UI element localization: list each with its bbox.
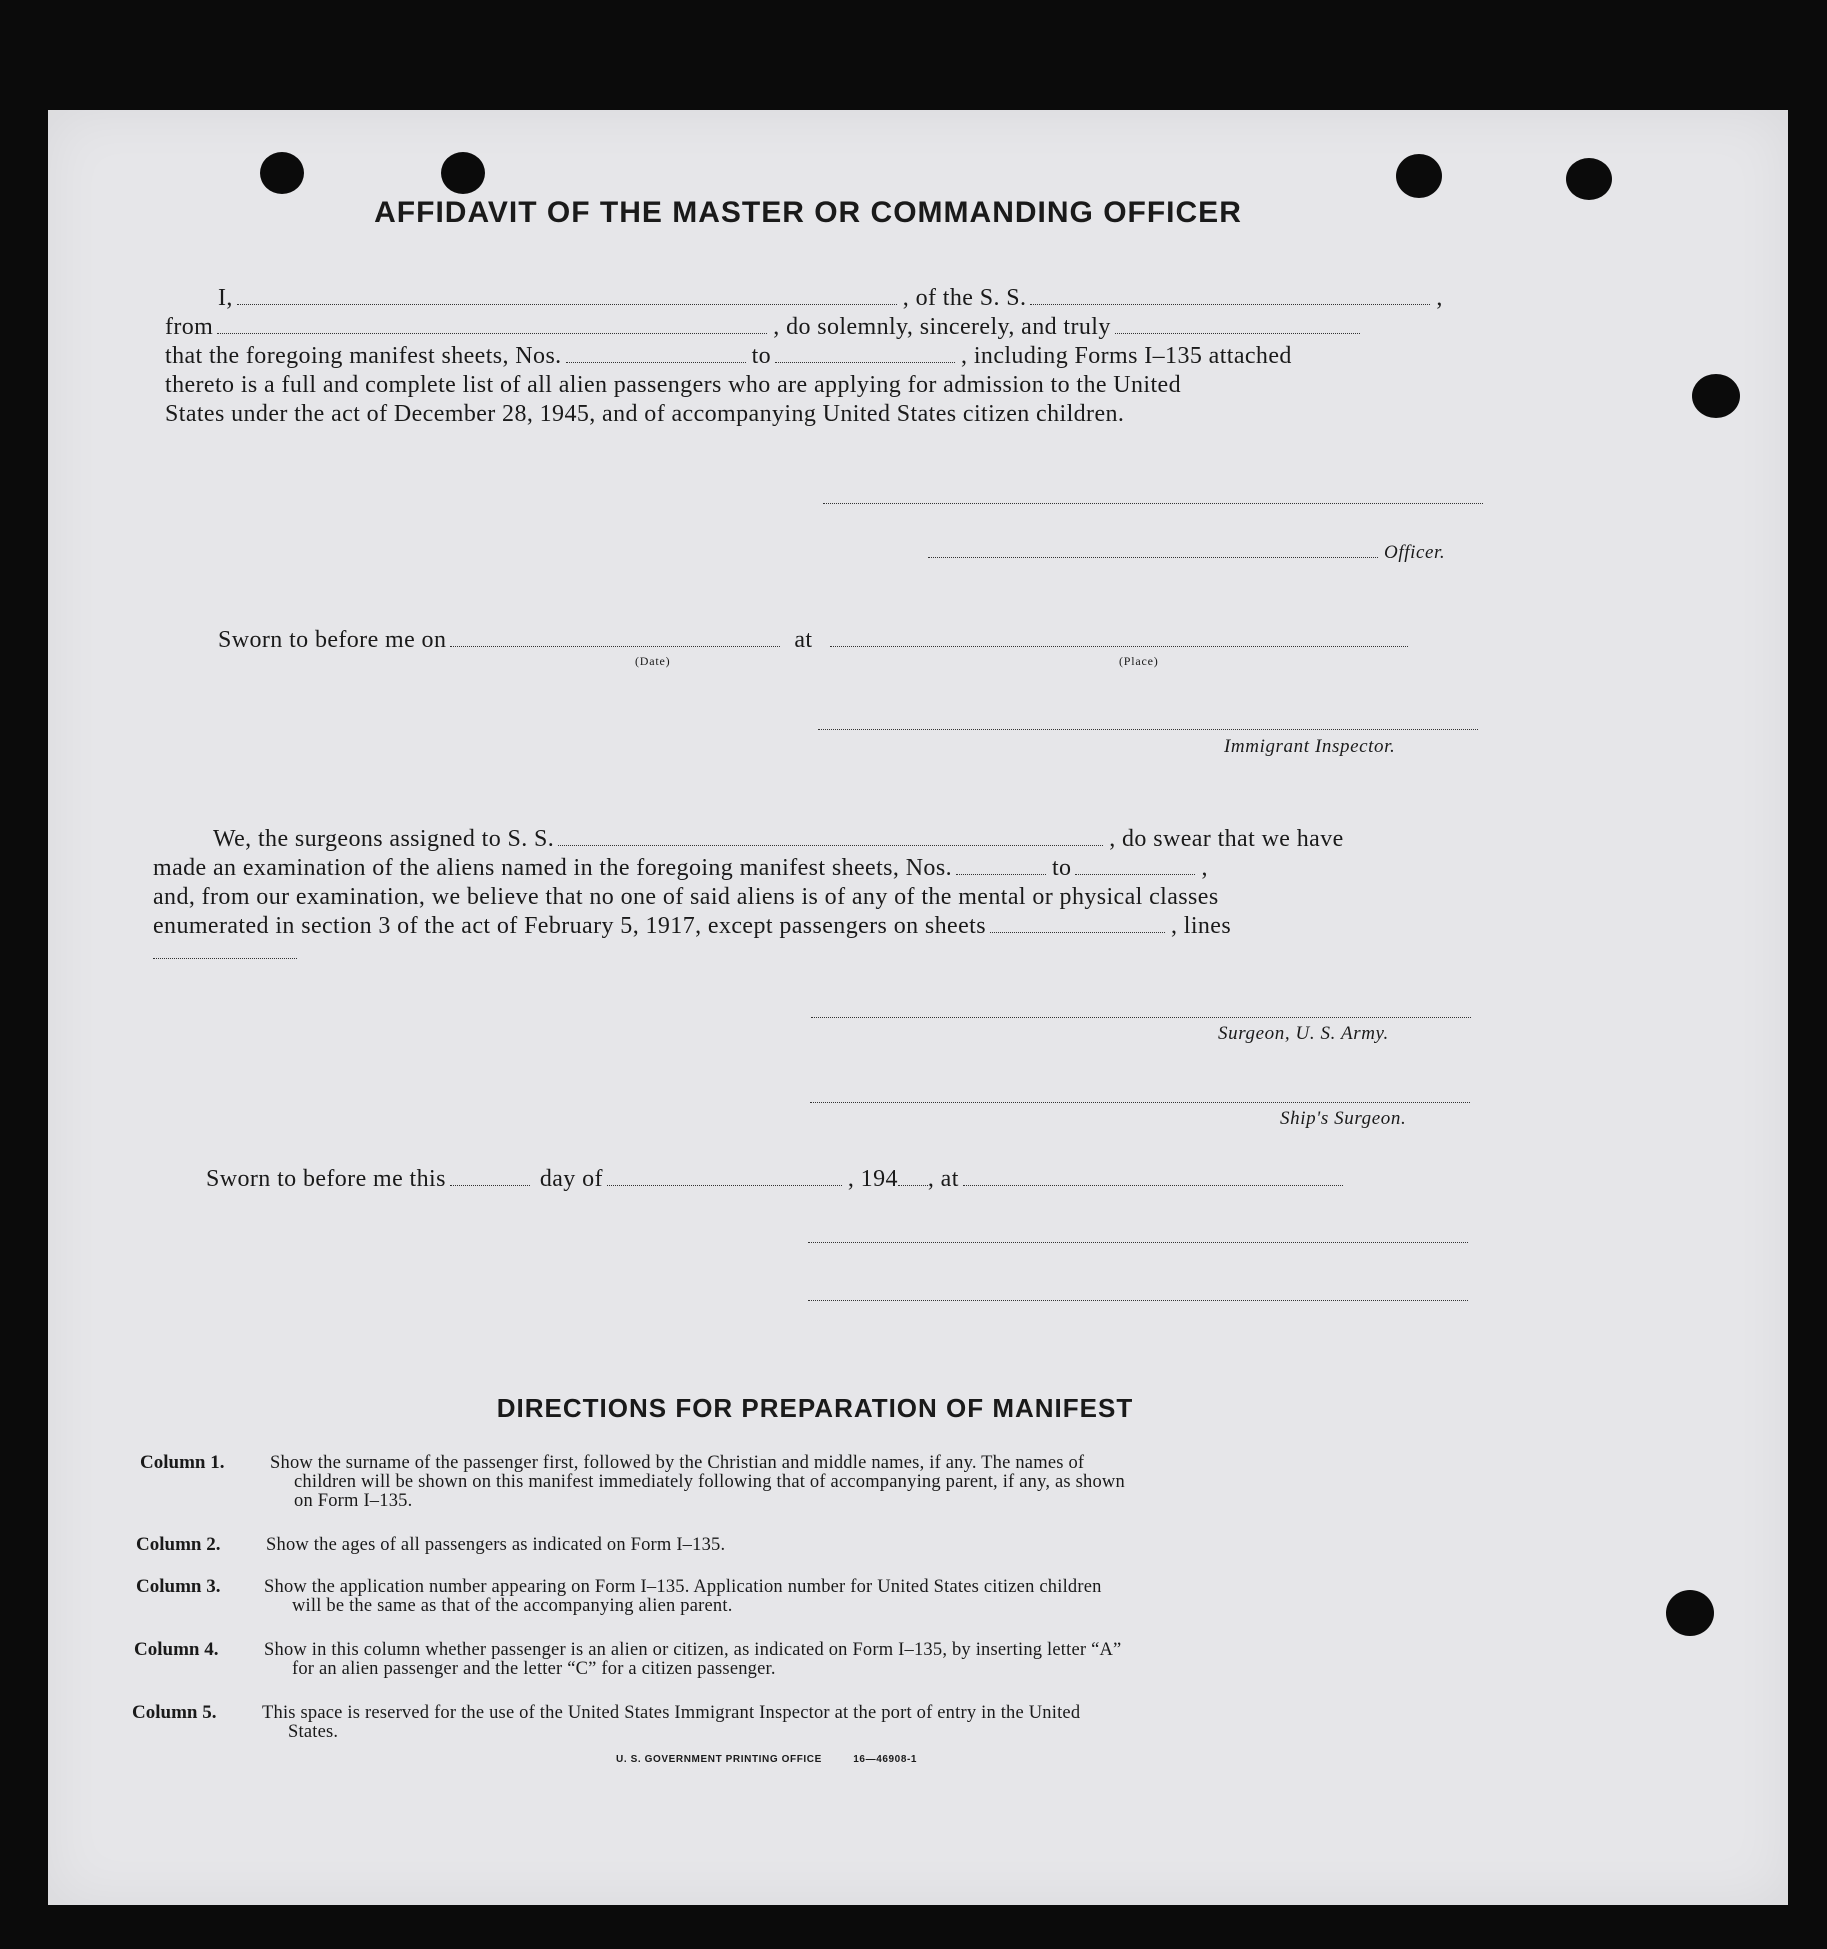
- ship-name-field[interactable]: [1030, 303, 1430, 305]
- affidavit-line-3: [165, 343, 1292, 370]
- sworn-at-field[interactable]: [963, 1184, 1343, 1186]
- punch-hole: [1566, 158, 1612, 200]
- direction-text-line: children will be shown on this manifest immediately following that of accompanying parent, if any, as shown: [294, 1472, 1125, 1492]
- inspector-caption: Immigrant Inspector.: [1224, 736, 1396, 757]
- punch-hole: [1666, 1590, 1714, 1636]
- affidavit-line-5: States under the act of December 28, 1945, and of accompanying United States citizen children.: [165, 401, 1125, 427]
- form-code: 16—46908-1: [853, 1754, 918, 1765]
- surgeons-text: enumerated in section 3 of the act of February 5, 1917, except passengers on sheets: [153, 913, 986, 939]
- form-page: [48, 110, 1788, 1905]
- surgeons-line-3: and, from our examination, we believe that no one of said aliens is of any of the mental or physical classes: [153, 884, 1219, 910]
- affidavit-text: ,: [1436, 285, 1443, 311]
- direction-column-1-text: [270, 1454, 1125, 1511]
- affidavit-text: , including Forms I–135 attached: [961, 343, 1292, 369]
- printer-imprint: [616, 1754, 917, 1765]
- surgeons-line-2: [153, 855, 1208, 882]
- sworn-text: at: [794, 627, 813, 653]
- affidavit-text: , do solemnly, sincerely, and truly: [773, 314, 1111, 340]
- direction-text-line: Show the application number appearing on Form I–135. Application number for United States citizen children: [264, 1577, 1102, 1597]
- sworn-signature-line[interactable]: [808, 1242, 1468, 1243]
- affidavit-text: to: [751, 343, 772, 369]
- direction-text-line: Show the ages of all passengers as indicated on Form I–135.: [266, 1535, 726, 1555]
- punch-hole: [1396, 154, 1442, 198]
- direction-column-5-text: [262, 1704, 1080, 1742]
- sworn-text: , 194: [847, 1166, 898, 1192]
- army-surgeon-signature-line[interactable]: [811, 1017, 1471, 1018]
- sworn-day-field[interactable]: [450, 1184, 530, 1186]
- inspector-signature-line[interactable]: [818, 729, 1478, 730]
- ship-surgeon-signature-line[interactable]: [810, 1102, 1470, 1103]
- place-caption: (Place): [1119, 654, 1159, 668]
- direction-column-5-label: Column 5.: [132, 1702, 217, 1723]
- affidavit-line-2: [165, 314, 1366, 341]
- sworn-text: Sworn to before me this: [206, 1166, 446, 1192]
- direction-column-3-label: Column 3.: [136, 1576, 221, 1597]
- direction-text-line: Show the surname of the passenger first, followed by the Christian and middle names, if any. The names of: [270, 1453, 1085, 1473]
- direction-column-1-label: Column 1.: [140, 1452, 225, 1473]
- surgeons-text: ,: [1201, 855, 1208, 881]
- sheet-to-field[interactable]: [775, 361, 955, 363]
- punch-hole: [1692, 374, 1740, 418]
- officer-caption: Officer.: [1384, 542, 1446, 563]
- affidavit-text: that the foregoing manifest sheets, Nos.: [165, 343, 562, 369]
- surgeons-sheet-to-field[interactable]: [1075, 873, 1195, 875]
- printer-name: U. S. GOVERNMENT PRINTING OFFICE: [616, 1754, 822, 1765]
- sworn-month-field[interactable]: [607, 1184, 842, 1186]
- surgeons-text: , do swear that we have: [1109, 826, 1344, 852]
- direction-column-4-label: Column 4.: [134, 1639, 219, 1660]
- sworn-text: day of: [539, 1166, 603, 1192]
- sworn-day-line: [206, 1166, 1349, 1193]
- sworn-title-line[interactable]: [808, 1300, 1468, 1301]
- direction-text-line: States.: [288, 1722, 339, 1742]
- direction-column-2-text: [266, 1536, 725, 1555]
- direction-column-2-label: Column 2.: [136, 1534, 221, 1555]
- date-caption: (Date): [635, 654, 671, 668]
- surgeons-line-1: [213, 826, 1344, 853]
- sworn-place-field[interactable]: [830, 645, 1408, 647]
- surgeons-ship-field[interactable]: [558, 844, 1103, 846]
- officer-signature-line[interactable]: [928, 557, 1378, 558]
- surgeons-text: , lines: [1170, 913, 1232, 939]
- master-signature-line[interactable]: [823, 503, 1483, 504]
- excepted-sheets-field[interactable]: [990, 931, 1165, 933]
- from-port-field[interactable]: [217, 332, 767, 334]
- surgeons-line-4: [153, 913, 1231, 940]
- affidavit-text: from: [165, 314, 214, 340]
- direction-text-line: on Form I–135.: [294, 1491, 413, 1511]
- direction-column-3-text: [264, 1578, 1102, 1616]
- sworn-year-field[interactable]: [898, 1184, 928, 1186]
- surgeons-sheet-from-field[interactable]: [956, 873, 1046, 875]
- sworn-date-field[interactable]: [450, 645, 780, 647]
- truly-field[interactable]: [1115, 332, 1360, 334]
- affidavit-text: , of the S. S.: [902, 285, 1027, 311]
- punch-hole: [260, 152, 304, 194]
- directions-title: DIRECTIONS FOR PREPARATION OF MANIFEST: [496, 1393, 1134, 1423]
- direction-column-4-text: [264, 1641, 1121, 1679]
- direction-text-line: This space is reserved for the use of the United States Immigrant Inspector at the port of entry in the United: [262, 1703, 1081, 1723]
- surgeons-text: to: [1051, 855, 1072, 881]
- affidavit-line-4: thereto is a full and complete list of all alien passengers who are applying for admission to the United: [165, 372, 1182, 398]
- army-surgeon-caption: Surgeon, U. S. Army.: [1218, 1023, 1389, 1044]
- direction-text-line: Show in this column whether passenger is an alien or citizen, as indicated on Form I–135, by inserting letter “A”: [264, 1640, 1122, 1660]
- sworn-text: , at: [927, 1166, 959, 1192]
- affidavit-text: I,: [218, 285, 233, 311]
- sworn-date-line: [218, 627, 1414, 654]
- sheet-from-field[interactable]: [566, 361, 746, 363]
- sworn-text: Sworn to before me on: [218, 627, 447, 653]
- surgeons-text: made an examination of the aliens named in the foregoing manifest sheets, Nos.: [153, 855, 952, 881]
- affidavit-title: AFFIDAVIT OF THE MASTER OR COMMANDING OFFICER: [374, 196, 1242, 229]
- surgeons-text: We, the surgeons assigned to S. S.: [213, 826, 555, 852]
- excepted-lines-field[interactable]: [153, 958, 297, 959]
- ship-surgeon-caption: Ship's Surgeon.: [1280, 1108, 1407, 1129]
- name-field[interactable]: [237, 303, 897, 305]
- affidavit-line-1: [218, 285, 1443, 312]
- direction-text-line: for an alien passenger and the letter “C” for a citizen passenger.: [292, 1659, 776, 1679]
- punch-hole: [441, 152, 485, 194]
- direction-text-line: will be the same as that of the accompanying alien parent.: [292, 1596, 733, 1616]
